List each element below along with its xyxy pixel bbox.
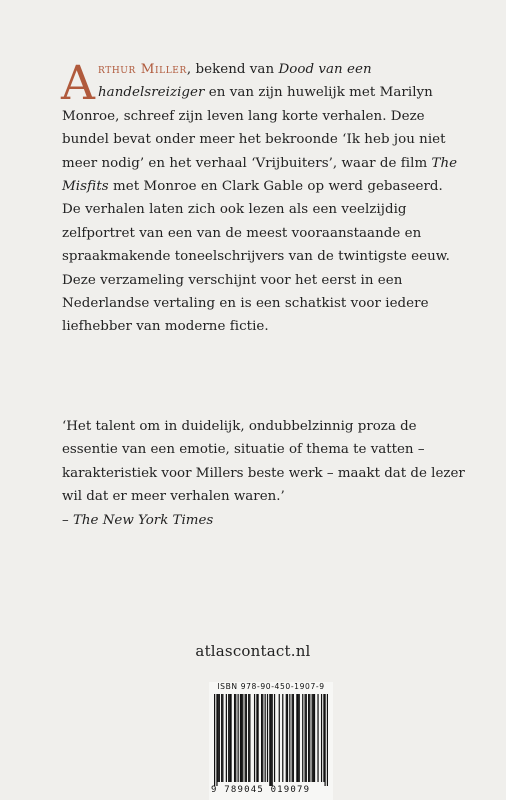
- barcode-bar: [317, 694, 318, 782]
- barcode-bar: [261, 694, 262, 782]
- publisher-website: atlascontact.nl: [195, 642, 311, 660]
- author-name: rthur Miller: [98, 62, 187, 77]
- drop-cap: A: [61, 56, 95, 111]
- quote-source: [62, 509, 474, 532]
- barcode-bar: [222, 694, 223, 782]
- barcode-bar: [297, 694, 298, 782]
- barcode-bar: [323, 694, 324, 782]
- barcode-bar: [293, 694, 294, 782]
- barcode-bar: [221, 694, 222, 782]
- barcode-bar: [289, 694, 290, 782]
- barcode-bar: [292, 694, 293, 782]
- barcode-bar: [296, 694, 297, 782]
- blurb-text: , bekend van: [186, 62, 279, 77]
- barcode-bar: [282, 694, 283, 782]
- barcode-bar: [242, 694, 243, 782]
- barcode-bar: [314, 694, 315, 782]
- barcode-digits: 9 789045 019079: [211, 785, 311, 795]
- barcode-bar: [256, 694, 257, 782]
- blurb: [62, 58, 472, 339]
- blurb-paragraph-2: De verhalen laten zich ook lezen als een veelzijdig zelfportret van een van de meest vooraanstaande en spraakmakende toneelschrijvers van de twintigste eeuw. Deze verzameling verschijnt voor het eerst in een Nederlandse vertaling en is een schatkist voor iedere liefhebber van moderne fictie.: [62, 202, 450, 335]
- quote-text: ‘Het talent om in duidelijk, ondubbelzinnig proza de essentie van een emotie, situatie of thema te vatten – karakteristiek voor Millers beste werk – maakt dat de lezer wil dat er meer verhalen waren.’: [62, 419, 465, 505]
- barcode-bar: [241, 694, 242, 782]
- quote-source-name: The New York Times: [72, 512, 214, 528]
- film-title-the-misfits: The Misfits: [62, 155, 458, 195]
- barcode-bar: [270, 694, 271, 786]
- barcode-bar: [226, 694, 227, 782]
- blurb-text: met Monroe en Clark Gable op werd gebaseerd.: [108, 179, 443, 195]
- barcode-bar: [267, 694, 268, 782]
- quote-dash: –: [62, 512, 73, 528]
- barcode-bar: [265, 694, 266, 782]
- barcode-bar: [321, 694, 322, 782]
- barcode-bar: [302, 694, 303, 782]
- barcode-bar: [324, 694, 325, 786]
- book-title-dood-van-een-handelsreiziger: Dood van een handelsreiziger: [98, 62, 372, 101]
- barcode-bar: [279, 694, 280, 782]
- barcode-bar: [272, 694, 273, 786]
- barcode-bar: [257, 694, 258, 782]
- barcode-bar: [238, 694, 239, 782]
- barcode-bar: [218, 694, 219, 782]
- barcode-bar: [229, 694, 230, 782]
- barcode-bar: [248, 694, 249, 782]
- barcode-bar: [235, 694, 236, 782]
- review-quote: [62, 415, 474, 532]
- barcode-bar: [234, 694, 235, 782]
- barcode-bar: [269, 694, 270, 786]
- barcode-bar: [214, 694, 215, 786]
- barcode: [214, 694, 328, 786]
- isbn-label: ISBN 978-90-450-1907-9: [217, 682, 325, 691]
- barcode-bar: [299, 694, 300, 782]
- barcode-bar: [309, 694, 310, 782]
- barcode-bar: [254, 694, 255, 782]
- barcode-bar: [240, 694, 241, 782]
- blurb-text: en van zijn huwelijk met Marilyn Monroe, schreef zijn leven lang korte verhalen. Deze bundel bevat onder meer het bekroonde ‘Ik heb jou niet meer nodig’ en het verhaal ‘Vrijbuiters’, waar de film: [62, 85, 446, 171]
- barcode-bar: [246, 694, 247, 782]
- barcode-bar: [228, 694, 229, 782]
- barcode-bar: [312, 694, 313, 782]
- barcode-bar: [313, 694, 314, 782]
- barcode-bar: [327, 694, 328, 786]
- barcode-bar: [306, 694, 307, 782]
- barcode-bar: [308, 694, 309, 782]
- barcode-bar: [249, 694, 250, 782]
- barcode-bar: [216, 694, 217, 786]
- barcode-bar: [304, 694, 305, 782]
- blurb-paragraph-1: [62, 58, 472, 198]
- barcode-bar: [219, 694, 220, 782]
- barcode-bar: [287, 694, 288, 782]
- barcode-bar: [262, 694, 263, 782]
- barcode-bar: [286, 694, 287, 782]
- barcode-bar: [274, 694, 275, 782]
- barcode-area: [209, 682, 333, 800]
- barcode-bar: [230, 694, 231, 782]
- barcode-bar: [245, 694, 246, 782]
